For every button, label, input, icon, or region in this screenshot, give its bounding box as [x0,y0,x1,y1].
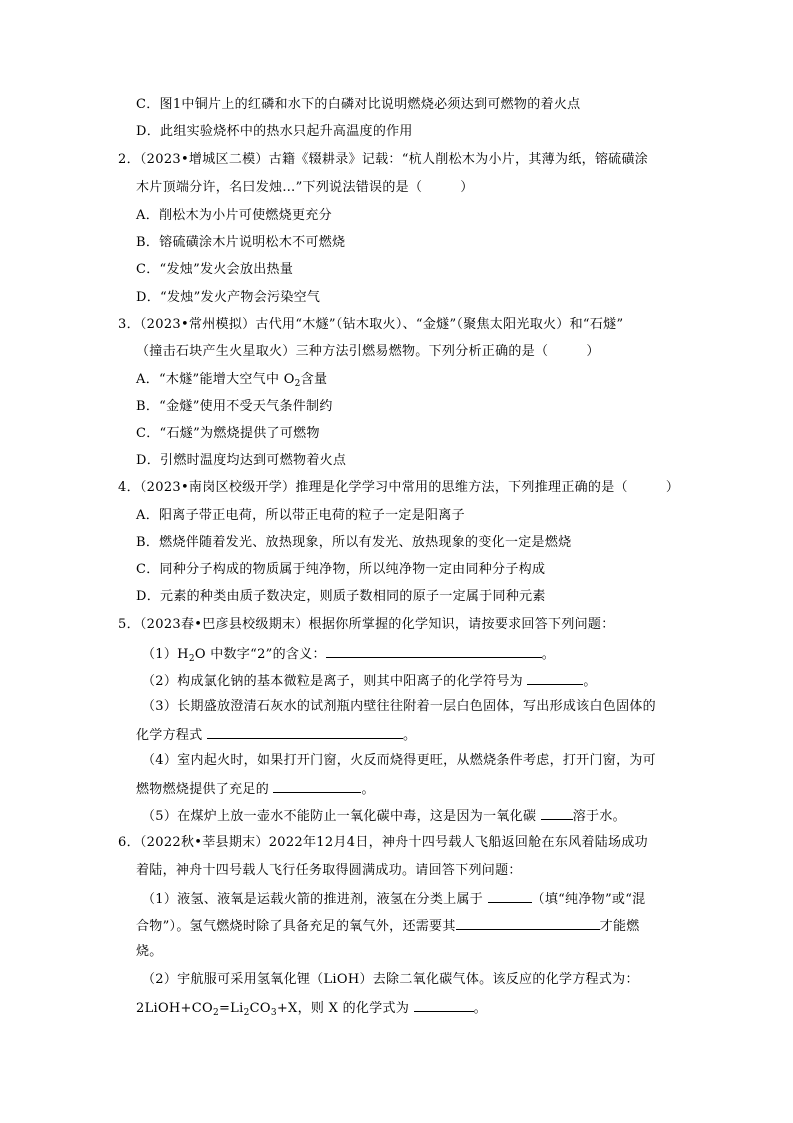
answer-blank[interactable] [207,725,403,739]
q3-option-b: B．“金燧”使用不受天气条件制约 [136,399,333,414]
answer-blank[interactable] [414,998,474,1012]
q5-part5: （5）在煤炉上放一壶水不能防止一氧化碳中毒，这是因为一氧化碳 溶于水。 [142,806,626,824]
answer-blank[interactable] [541,806,573,820]
q5-part3-line2: 化学方程式 。 [136,725,416,743]
q3-stem-line2: （撞击石块产生火星取火）三种方法引燃易燃物。下列分析正确的是（ ） [136,344,600,359]
q4-option-a: A．阳离子带正电荷，所以带正电荷的粒子一定是阳离子 [136,508,465,523]
q3-option-a: A．“木燧”能增大空气中 $O_2$含量 [136,372,328,389]
q4-option-c: C．同种分子构成的物质属于纯净物，所以纯净物一定由同种分子构成 [136,562,546,577]
answer-blank[interactable] [456,916,600,930]
q4-stem: 4．（2023•南岗区校级开学）推理是化学学习中常用的思维方法，下列推理正确的是（ ） [118,480,680,495]
q6-part1-line3: 烧。 [136,944,163,959]
q5-part3-line1: （3）长期盛放澄清石灰水的试剂瓶内壁往往附着一层白色固体，写出形成该白色固体的 [142,699,656,714]
q3-option-c: C．“石燧”为燃烧提供了可燃物 [136,426,320,441]
q5-part4-line1: （4）室内起火时，如果打开门窗，火反而烧得更旺，从燃烧条件考虑，打开门窗，为可 [142,753,656,768]
q6-stem-line1: 6．（2022秋•莘县期末）2022年12月4日，神舟十四号载人飞船返回舱在东风着陆场成功 [118,835,648,850]
q1-option-d: D．此组实验烧杯中的热水只起升高温度的作用 [136,124,413,139]
q5-stem: 5．（2023春•巴彦县校级期末）根据你所掌握的化学知识，请按要求回答下列问题： [118,617,615,632]
answer-blank[interactable] [273,779,361,793]
q6-stem-line2: 着陆，神舟十四号载人飞行任务取得圆满成功。请回答下列问题： [136,863,522,878]
q2-option-a: A．削松木为小片可使燃烧更充分 [136,208,332,223]
q2-option-b: B．镕硫磺涂木片说明松木不可燃烧 [136,235,346,250]
q6-part1-line1: （1）液氢、液氧是运载火箭的推进剂，液氢在分类上属于 （填“纯净物”或“混 [142,889,645,907]
q2-option-d: D．“发烛”发火产物会污染空气 [136,290,321,305]
answer-blank[interactable] [488,889,532,903]
q1-option-c: C．图1中铜片上的红磷和水下的白磷对比说明燃烧必须达到可燃物的着火点 [136,97,581,112]
q2-stem-line2: 木片顶端分许，名曰发烛…”下列说法错误的是（ ） [136,180,474,195]
q4-option-b: B．燃烧伴随着发光、放热现象，所以有发光、放热现象的变化一定是燃烧 [136,535,572,550]
q3-option-d: D．引燃时温度均达到可燃物着火点 [136,453,347,468]
q4-option-d: D．元素的种类由质子数决定，则质子数相同的原子一定属于同种元素 [136,589,546,604]
q5-part2: （2）构成氯化钠的基本微粒是离子，则其中阳离子的化学符号为 。 [142,671,597,689]
q6-part2-equation: $2LiOH+CO_2=Li_2CO_3+X$，则 X 的化学式为 。 [136,998,487,1016]
q2-stem-line1: 2．（2023•增城区二模）古籍《辍耕录》记载：“杭人削松木为小片，其薄为纸，镕硫磺涂 [118,152,649,167]
q2-option-c: C．“发烛”发火会放出热量 [136,262,294,277]
answer-blank[interactable] [326,644,542,658]
q5-part1: $(1)H_2O$ 中数字“2”的含义： 。 [142,644,555,662]
q6-part2-line1: （2）宇航服可采用氢氧化锂（LiOH）去除二氧化碳气体。该反应的化学方程式为： [142,972,639,987]
q6-part1-line2: 合物”）。氢气燃烧时除了具备充足的氧气外，还需要其 才能燃 [136,916,640,934]
q3-stem-line1: 3．（2023•常州模拟）古代用“木燧”（钻木取火）、“金燧”（聚焦太阳光取火）和“石燧” [118,317,624,332]
answer-blank[interactable] [527,671,583,685]
q5-part4-line2: 燃物燃烧提供了充足的 。 [136,779,375,797]
